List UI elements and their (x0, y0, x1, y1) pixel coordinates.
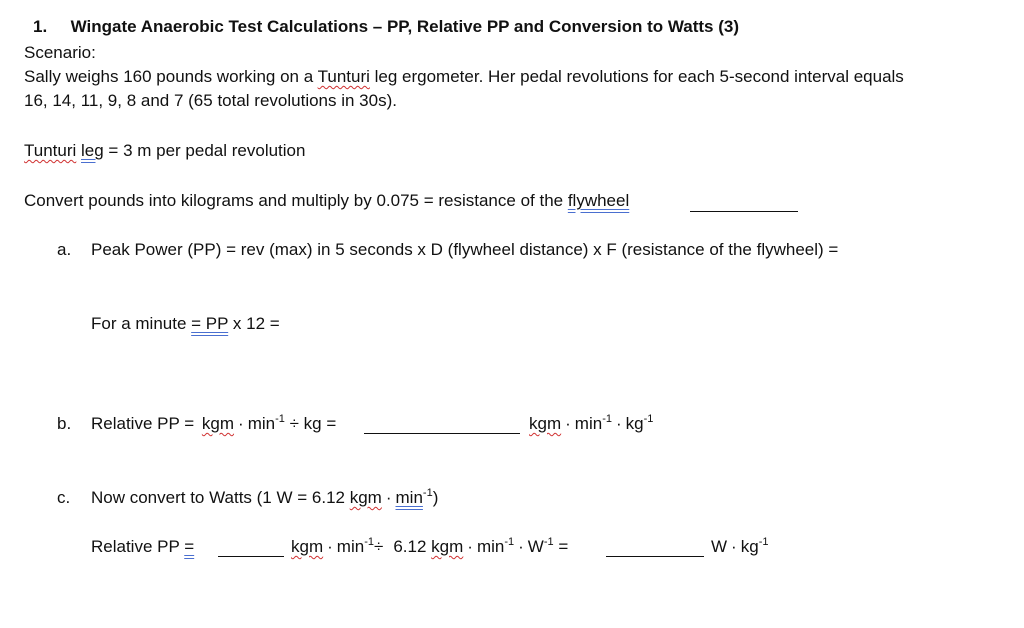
exponent: -1 (422, 487, 433, 499)
tunturi-word: Tunturi (24, 141, 77, 160)
scenario-line-2: 16, 14, 11, 9, 8 and 7 (65 total revolutions in 30s). (24, 91, 397, 110)
conversion-factor: 6.12 (393, 537, 432, 556)
scenario-text: Sally weighs 160 pounds working on a (24, 67, 318, 86)
min-unit: min (476, 537, 505, 556)
kg-unit: kg (625, 414, 644, 433)
min-unit: min (247, 414, 276, 433)
close-paren: ) (432, 488, 439, 507)
exponent: -1 (543, 536, 554, 548)
kgm-unit: kgm (291, 537, 324, 556)
scenario-line-1 (24, 67, 904, 87)
dot: · (731, 537, 737, 556)
convert-watts-text: Now convert to Watts (1 W = 6.12 (91, 488, 350, 507)
kgm-unit: kgm (431, 537, 464, 556)
divide-sign: ÷ (373, 537, 384, 556)
scenario-label: Scenario: (24, 43, 96, 62)
tunturi-word: Tunturi (317, 67, 370, 86)
dot: · (518, 537, 524, 556)
watt-unit: W (527, 537, 544, 556)
scenario-text: leg ergometer. Her pedal revolutions for each 5-second interval equals (369, 67, 904, 86)
exponent: -1 (602, 413, 612, 425)
dot: · (565, 414, 571, 433)
watt-unit: W (711, 537, 728, 556)
heading-title: Wingate Anaerobic Test Calculations – PP, Relative PP and Conversion to Watts (3) (70, 17, 740, 36)
minute-text: For a minute (91, 314, 192, 333)
exponent: -1 (364, 536, 374, 548)
kg-unit: kg (740, 537, 759, 556)
relative-pp-label: Relative PP (91, 537, 185, 556)
heading-number: 1. (33, 17, 48, 36)
min-unit: min (336, 537, 365, 556)
relative-pp-kgm-blank[interactable] (218, 555, 284, 557)
exponent: -1 (504, 536, 515, 548)
dot: · (385, 488, 392, 507)
dot: · (327, 537, 333, 556)
relative-pp-watts-label (91, 537, 194, 557)
watts-answer-blank[interactable] (606, 555, 704, 557)
dot: · (615, 414, 622, 433)
flywheel-answer-blank[interactable] (690, 210, 798, 212)
page-title (33, 17, 739, 37)
exponent: -1 (643, 413, 654, 425)
relative-pp-label: Relative PP = (91, 414, 199, 433)
part-b-line (91, 414, 336, 434)
part-b-units (529, 414, 653, 434)
kgm-unit: kgm (529, 414, 562, 433)
min-unit: min (395, 488, 423, 507)
div-kg: ÷ kg = (284, 414, 337, 433)
leg-word: leg (81, 141, 104, 160)
dot: · (467, 537, 473, 556)
tunturi-line (24, 141, 305, 161)
part-a-text: Peak Power (PP) = rev (max) in 5 seconds x D (flywheel distance) x F (resistance of the flywheel) = (91, 240, 839, 259)
convert-line (24, 191, 629, 211)
part-c-marker: c. (57, 488, 71, 507)
minute-line (91, 314, 280, 334)
dot: · (238, 414, 244, 433)
equals: = (184, 537, 195, 556)
min-unit: min (574, 414, 603, 433)
part-c-line (91, 488, 438, 508)
exponent: -1 (758, 536, 769, 548)
part-b-marker: b. (57, 414, 72, 433)
watts-units (711, 537, 768, 557)
flywheel-word: flywheel (567, 191, 630, 210)
minute-pp: = PP (191, 314, 229, 333)
convert-text: Convert pounds into kilograms and multiply by 0.075 = resistance of the (24, 191, 568, 210)
watts-formula (291, 537, 568, 557)
kgm-unit: kgm (349, 488, 382, 507)
equals: = (553, 537, 569, 556)
minute-text: x 12 = (228, 314, 280, 333)
kgm-unit: kgm (201, 414, 235, 433)
exponent: -1 (275, 413, 285, 425)
tunturi-text: = 3 m per pedal revolution (103, 141, 306, 160)
part-a-marker: a. (57, 240, 72, 259)
relative-pp-blank[interactable] (364, 432, 520, 434)
